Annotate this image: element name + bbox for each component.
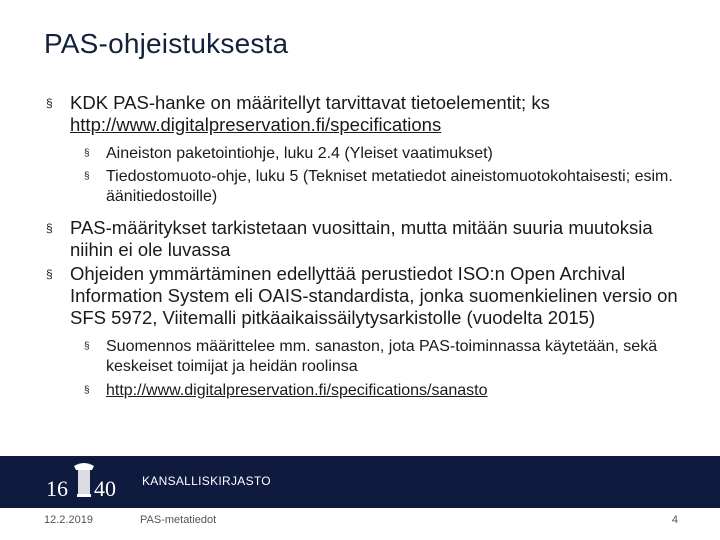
- bullet-1: [44, 92, 684, 136]
- bullet-3-text: Ohjeiden ymmärtäminen edellyttää perustiedot ISO:n Open Archival Information System eli OAIS-standardista, jonka suomenkielinen versio on SFS 5972, Viitemalli pitkäaikaissäilytysarkistolle (vuodelta 2015): [70, 263, 678, 328]
- sub-bullet-1-2: [44, 167, 684, 207]
- sub-bullet-1-1-text: Aineiston paketointiohje, luku 2.4 (Yleiset vaatimukset): [106, 145, 493, 162]
- sub-bullet-3-2: [44, 381, 684, 401]
- sub-bullet-marker: §: [84, 341, 90, 352]
- slide-content: [44, 92, 684, 401]
- brand-name: KANSALLISKIRJASTO: [142, 474, 271, 488]
- bullet-marker: §: [46, 96, 53, 110]
- page-number: 4: [671, 514, 678, 526]
- footer-date: 12.2.2019: [44, 514, 93, 526]
- sub-bullet-1-2-text: Tiedostomuoto-ohje, luku 5 (Tekniset metatiedot aineistomuotokohtaisesti; esim. äänitiedostoille): [106, 168, 673, 205]
- sub-bullet-1-1: [44, 144, 684, 164]
- bullet-marker: §: [46, 221, 53, 235]
- bullet-marker: §: [46, 267, 53, 281]
- specifications-link[interactable]: http://www.digitalpreservation.fi/specifications: [70, 114, 442, 135]
- svg-text:16: 16: [46, 476, 68, 501]
- footer-band: [0, 456, 720, 508]
- library-logo-icon: [44, 460, 124, 504]
- bullet-3: [44, 263, 684, 329]
- svg-text:40: 40: [94, 476, 116, 501]
- sub-bullet-3-1: [44, 337, 684, 377]
- slide-title: PAS-ohjeistuksesta: [44, 28, 289, 59]
- sanasto-link[interactable]: http://www.digitalpreservation.fi/specifications/sanasto: [106, 382, 488, 399]
- sub-bullet-3-1-text: Suomennos määrittelee mm. sanaston, jota PAS-toiminnassa käytetään, sekä keskeiset toimijat ja heidän roolinsa: [106, 338, 658, 375]
- footer-bottom: [0, 508, 720, 540]
- footer-title: PAS-metatiedot: [140, 514, 217, 526]
- bullet-2-text: PAS-määritykset tarkistetaan vuosittain, mutta mitään suuria muutoksia niihin ei ole luvassa: [70, 217, 653, 260]
- sub-bullet-marker: §: [84, 385, 90, 396]
- sub-bullet-marker: §: [84, 171, 90, 182]
- bullet-1-text: KDK PAS-hanke on määritellyt tarvittavat tietoelementit; ks: [70, 92, 550, 113]
- sub-bullet-marker: §: [84, 148, 90, 159]
- bullet-2: [44, 217, 684, 261]
